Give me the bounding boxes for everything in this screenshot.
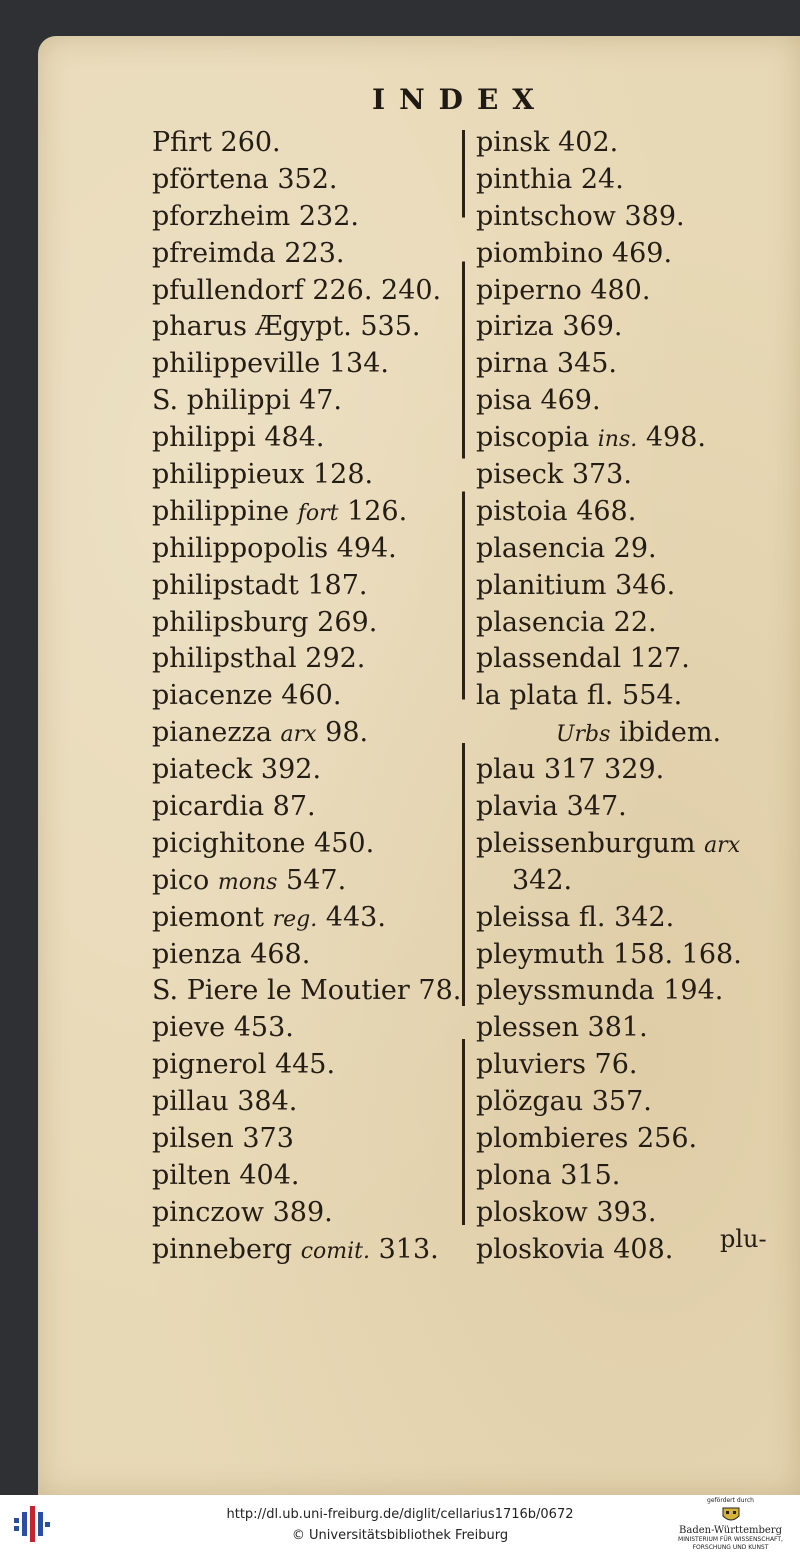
index-entry: [152, 273, 452, 310]
entry-text: pfullendorf 226. 240.: [152, 274, 442, 306]
index-entry: [152, 641, 452, 678]
entry-text: philipsburg 269.: [152, 606, 378, 638]
index-entry: [152, 826, 452, 863]
index-entry: [476, 309, 776, 346]
viewer-footer: [0, 1495, 800, 1552]
entry-text: piacenze 460.: [152, 680, 342, 712]
index-entry: [476, 346, 776, 383]
entry-text: philipstadt 187.: [152, 569, 368, 601]
index-entry: [152, 457, 452, 494]
entry-text: pleyssmunda 194.: [476, 975, 724, 1007]
entry-text: plau 317 329.: [476, 754, 665, 786]
index-entry: [152, 1084, 452, 1121]
entry-text: pleissenburgum: [476, 827, 705, 859]
index-entry: [476, 420, 776, 457]
entry-text: pinsk 402.: [476, 127, 619, 158]
entry-text: 342.: [512, 864, 573, 896]
entry-text: S. Piere le Moutier 78.: [152, 975, 462, 1007]
index-entry: [152, 900, 452, 937]
index-entry: [476, 494, 776, 531]
copyright-notice: © Universitätsbibliothek Freiburg: [291, 1528, 509, 1543]
entry-text: philipsthal 292.: [152, 643, 366, 675]
index-entry: [476, 1084, 776, 1121]
index-entry: [152, 752, 452, 789]
index-entry: [476, 826, 776, 863]
entry-qualifier: ins.: [597, 427, 638, 453]
entry-text: pisa 469.: [476, 385, 601, 417]
entry-page-ref: 126.: [338, 495, 408, 527]
entry-page-ref: 313.: [370, 1233, 439, 1265]
index-entry: [476, 568, 776, 605]
catchword: plu-: [720, 1225, 767, 1253]
index-entry: [476, 605, 776, 642]
index-entry: [476, 273, 776, 310]
entry-qualifier: arx: [704, 832, 741, 858]
entry-text: pfreimda 223.: [152, 237, 345, 269]
index-entry: [152, 678, 452, 715]
entry-page-ref: 443.: [317, 901, 386, 933]
sponsor-block: [668, 1497, 793, 1552]
entry-qualifier: Urbs: [556, 722, 611, 748]
entry-text: pluviers 76.: [476, 1049, 638, 1081]
entry-text: pilsen 373: [152, 1123, 294, 1155]
column-divider: [462, 130, 465, 1225]
index-entry: [476, 937, 776, 974]
index-entry: [476, 1121, 776, 1158]
entry-qualifier: comit.: [300, 1238, 371, 1264]
entry-page-ref: 98.: [316, 717, 369, 749]
entry-qualifier: arx: [280, 722, 317, 748]
index-entry: [152, 125, 452, 162]
index-entry: [152, 199, 452, 236]
index-entry: [152, 309, 452, 346]
index-entry: [152, 605, 452, 642]
entry-text: piseck 373.: [476, 459, 632, 491]
entry-text: Pfirt 260.: [152, 127, 281, 158]
index-entry: [476, 1158, 776, 1195]
entry-text: planitium 346.: [476, 569, 676, 601]
index-entry: [476, 162, 776, 199]
index-entry: [476, 1010, 776, 1047]
entry-text: S. philippi 47.: [152, 385, 343, 417]
index-entry: [476, 457, 776, 494]
index-entry: [152, 973, 462, 1010]
entry-text: plasencia 22.: [476, 606, 657, 638]
index-entry: [476, 125, 776, 162]
index-entry: [152, 1010, 452, 1047]
index-column-left: [152, 125, 462, 1269]
entry-qualifier: fort: [297, 500, 339, 526]
entry-text: philippi 484.: [152, 422, 325, 454]
entry-text: pilten 404.: [152, 1159, 300, 1191]
entry-text: piombino 469.: [476, 237, 673, 269]
index-entry: [152, 937, 452, 974]
entry-text: plasencia 29.: [476, 532, 657, 564]
entry-text: piateck 392.: [152, 754, 322, 786]
entry-text: pirna 345.: [476, 348, 618, 380]
entry-text: pleissa fl. 342.: [476, 901, 675, 933]
index-entry: [152, 1121, 452, 1158]
index-entry: [476, 900, 776, 937]
index-entry: [476, 973, 776, 1010]
entry-text: piperno 480.: [476, 274, 651, 306]
index-entry: [476, 789, 776, 826]
entry-text: pleymuth 158. 168.: [476, 938, 742, 970]
index-entry: [476, 678, 776, 715]
index-entry: [476, 752, 776, 789]
entry-text: philippopolis 494.: [152, 532, 397, 564]
index-entry: [152, 162, 452, 199]
index-entry: [152, 1195, 452, 1232]
entry-page-ref: ibidem.: [610, 717, 722, 749]
entry-text: philippieux 128.: [152, 459, 374, 491]
entry-text: pienza 468.: [152, 938, 311, 970]
entry-qualifier: reg.: [272, 906, 318, 932]
entry-text: pinthia 24.: [476, 163, 624, 195]
state-crest-icon: [719, 1505, 743, 1525]
entry-text: pinneberg: [152, 1233, 301, 1265]
index-entry: [152, 1047, 452, 1084]
index-entry: [152, 1232, 452, 1269]
entry-text: pianezza: [152, 717, 281, 749]
index-entry: [152, 863, 452, 900]
entry-text: pistoia 468.: [476, 495, 637, 527]
index-entry: [476, 383, 776, 420]
entry-text: ploskow 393.: [476, 1196, 657, 1228]
index-entry: [476, 715, 776, 752]
index-entry: [476, 531, 776, 568]
sponsor-state: Baden-Württemberg: [679, 1525, 782, 1536]
entry-text: pillau 384.: [152, 1086, 298, 1118]
entry-text: pieve 453.: [152, 1012, 294, 1044]
index-entry: [152, 236, 452, 273]
index-entry: [152, 383, 452, 420]
entry-text: piriza 369.: [476, 311, 623, 343]
entry-text: picighitone 450.: [152, 827, 375, 859]
entry-text: piscopia: [476, 422, 598, 454]
index-entry: [476, 199, 776, 236]
permalink-url[interactable]: http://dl.ub.uni-freiburg.de/diglit/cellarius1716b/0672: [226, 1507, 574, 1522]
entry-qualifier: mons: [217, 869, 278, 895]
entry-text: plessen 381.: [476, 1012, 648, 1044]
entry-text: pharus Ægypt. 535.: [152, 311, 421, 343]
entry-text: plona 315.: [476, 1159, 621, 1191]
index-entry: [152, 1158, 452, 1195]
index-entry: [152, 789, 452, 826]
index-entry: [152, 420, 452, 457]
index-entry: [476, 641, 776, 678]
index-column-right: [476, 125, 776, 1269]
index-entry: [152, 346, 452, 383]
index-entry: [152, 531, 452, 568]
entry-text: philippine: [152, 495, 298, 527]
entry-text: piemont: [152, 901, 273, 933]
entry-text: plombieres 256.: [476, 1123, 698, 1155]
index-entry: [152, 494, 452, 531]
entry-text: pförtena 352.: [152, 163, 338, 195]
entry-text: ploskovia 408.: [476, 1233, 674, 1265]
page-heading: INDEX: [371, 83, 549, 116]
entry-text: plassendal 127.: [476, 643, 690, 675]
entry-text: la plata fl. 554.: [476, 680, 683, 712]
index-entry: [476, 1047, 776, 1084]
entry-page-ref: 498.: [637, 422, 706, 454]
entry-text: philippeville 134.: [152, 348, 389, 380]
index-entry: [152, 715, 452, 752]
entry-text: pico: [152, 864, 218, 896]
sponsor-ministry: MINISTERIUM FÜR WISSENSCHAFT, FORSCHUNG UND KUNST: [678, 1536, 783, 1551]
entry-text: plavia 347.: [476, 791, 627, 823]
entry-text: picardia 87.: [152, 791, 316, 823]
entry-page-ref: 547.: [277, 864, 347, 896]
index-entry: [476, 236, 776, 273]
index-entry: [152, 568, 452, 605]
index-entry: [476, 863, 776, 900]
entry-text: pintschow 389.: [476, 200, 685, 232]
entry-text: pforzheim 232.: [152, 200, 359, 232]
entry-text: plözgau 357.: [476, 1086, 652, 1118]
entry-text: pignerol 445.: [152, 1049, 336, 1081]
sponsor-label: gefördert durch: [707, 1497, 754, 1504]
entry-text: pinczow 389.: [152, 1196, 333, 1228]
